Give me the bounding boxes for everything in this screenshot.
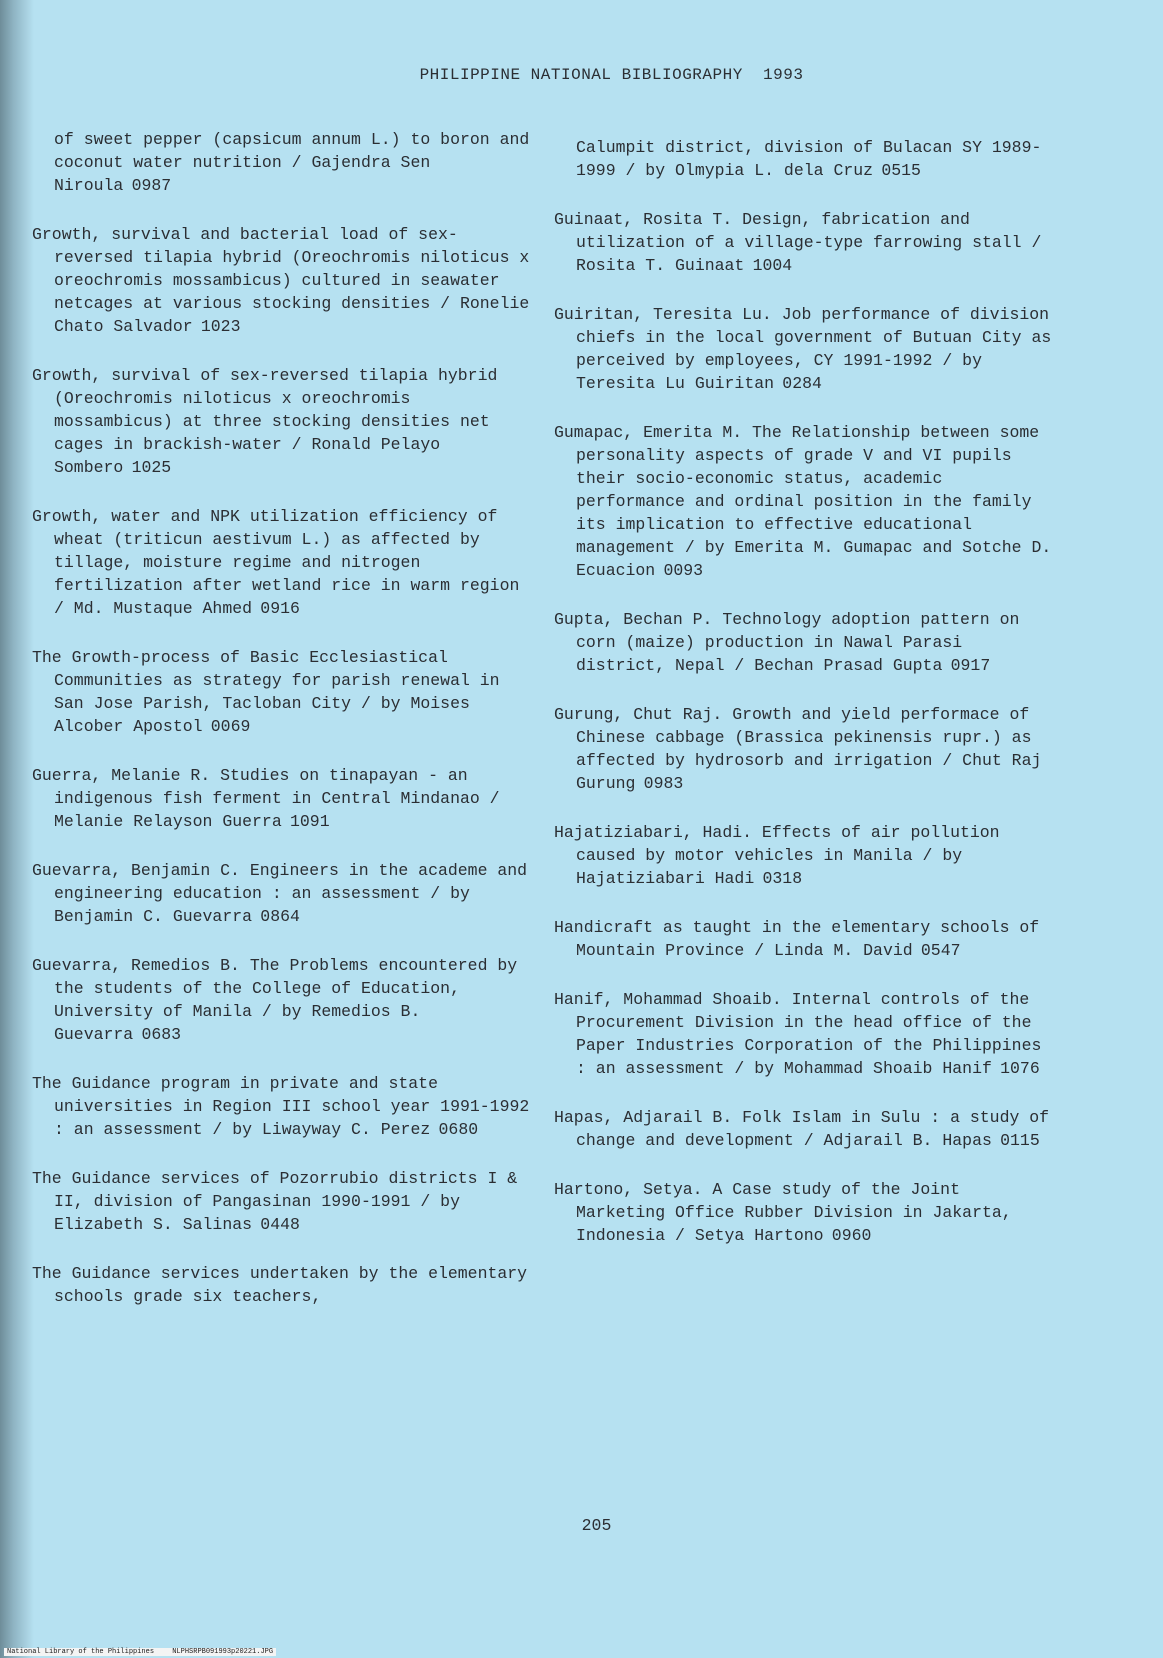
- bibliography-entry: [32, 859, 532, 928]
- bibliography-entry: [32, 1262, 532, 1308]
- footer-file: NLPHSRPB091993p20221.JPG: [172, 1648, 274, 1656]
- bibliography-entry: [32, 128, 532, 197]
- bibliography-entry: [554, 421, 1054, 582]
- entry-control-number: 0284: [782, 374, 822, 393]
- entry-control-number: 0983: [643, 774, 684, 793]
- footer-label: [4, 1648, 276, 1656]
- entry-control-number: 0515: [881, 161, 921, 180]
- bibliography-entry: [32, 1167, 532, 1236]
- entry-text: Hartono, Setya. A Case study of the Joint Marketing Office Rubber Division in Jakarta, Indonesia / Setya Hartono: [554, 1180, 1012, 1245]
- bibliography-year: 1993: [763, 66, 804, 84]
- page-number: 205: [581, 1516, 612, 1535]
- entry-control-number: 1025: [131, 458, 172, 477]
- bibliography-entry: [32, 223, 532, 338]
- entry-control-number: 0448: [260, 1215, 300, 1234]
- entry-text: of sweet pepper (capsicum annum L.) to boron and coconut water nutrition / Gajendra Sen Niroula: [54, 130, 530, 195]
- entry-text: Guinaat, Rosita T. Design, fabrication and utilization of a village-type farrowing stall / Rosita T. Guinaat: [554, 210, 1042, 275]
- bibliography-entry: [554, 1178, 1054, 1247]
- entry-text: Gurung, Chut Raj. Growth and yield performace of Chinese cabbage (Brassica pekinensis rupr.) as affected by hydrosorb and irrigation / Chut Raj Gurung: [554, 705, 1042, 793]
- entry-control-number: 0683: [141, 1025, 182, 1044]
- entry-control-number: 0960: [831, 1226, 872, 1245]
- entry-text: The Guidance services undertaken by the elementary schools grade six teachers,: [32, 1264, 528, 1306]
- entry-control-number: 0115: [1000, 1131, 1040, 1150]
- entry-text: The Growth-process of Basic Ecclesiastical Communities as strategy for parish renewal in San Jose Parish, Tacloban City / by Moises Alcober Apostol: [32, 648, 500, 736]
- left-column: [32, 128, 532, 1334]
- entry-text: Hajatiziabari, Hadi. Effects of air pollution caused by motor vehicles in Manila / by Hajatiziabari Hadi: [554, 823, 1000, 888]
- entry-text: Guevarra, Benjamin C. Engineers in the academe and engineering education : an assessment / by Benjamin C. Guevarra: [32, 861, 528, 926]
- bibliography-entry: [554, 703, 1054, 795]
- bibliography-entry: [32, 764, 532, 833]
- entry-text: Hapas, Adjarail B. Folk Islam in Sulu : a study of change and development / Adjarail B. Hapas: [554, 1108, 1050, 1150]
- footer-library: National Library of the Philippines: [7, 1648, 155, 1656]
- right-column: [554, 136, 1054, 1273]
- entry-text: The Guidance program in private and state universities in Region III school year 1991-1992 : an assessment / by Liwayway C. Perez: [32, 1074, 530, 1139]
- entry-control-number: 1076: [1000, 1059, 1040, 1078]
- entry-text: Growth, survival and bacterial load of sex-reversed tilapia hybrid (Oreochromis niloticus x oreochromis mossambicus) cultured in seawater netcages at various stocking densities / Ronelie Chato Salvador: [32, 225, 530, 336]
- entry-control-number: 0680: [438, 1120, 479, 1139]
- entry-control-number: 1023: [200, 317, 241, 336]
- entry-control-number: 0069: [210, 717, 251, 736]
- bibliography-entry: [554, 1106, 1054, 1152]
- bibliography-entry: [32, 646, 532, 738]
- bibliography-entry: [32, 1072, 532, 1141]
- entry-text: Gupta, Bechan P. Technology adoption pattern on corn (maize) production in Nawal Parasi district, Nepal / Bechan Prasad Gupta: [554, 610, 1020, 675]
- entry-control-number: 0916: [260, 599, 300, 618]
- entry-text: Hanif, Mohammad Shoaib. Internal controls of the Procurement Division in the head office of the Paper Industries Corporation of the Philippines : an assessment / by Mohammad Shoaib Hanif: [554, 990, 1042, 1078]
- entry-control-number: 0987: [131, 176, 172, 195]
- bibliography-entry: [554, 988, 1054, 1080]
- bibliography-entry: [554, 916, 1054, 962]
- running-header: [0, 66, 1163, 84]
- bibliography-entry: [554, 136, 1054, 182]
- bibliography-entry: [32, 954, 532, 1046]
- bibliography-entry: [32, 505, 532, 620]
- entry-control-number: 0547: [920, 941, 961, 960]
- bibliography-entry: [554, 608, 1054, 677]
- entry-text: Calumpit district, division of Bulacan SY 1989-1999 / by Olmypia L. dela Cruz: [576, 138, 1042, 180]
- entry-control-number: 0864: [260, 907, 300, 926]
- entry-control-number: 1091: [290, 812, 330, 831]
- entry-text: Handicraft as taught in the elementary schools of Mountain Province / Linda M. David: [554, 918, 1040, 960]
- entry-text: The Guidance services of Pozorrubio districts I & II, division of Pangasinan 1990-1991 / by Elizabeth S. Salinas: [32, 1169, 518, 1234]
- bibliography-entry: [32, 364, 532, 479]
- bibliography-entry: [554, 303, 1054, 395]
- entry-text: Gumapac, Emerita M. The Relationship between some personality aspects of grade V and VI pupils their socio-economic status, academic performance and ordinal position in the family its implication to effective educational management / by Emerita M. Gumapac and Sotche D. Ecuacion: [554, 423, 1052, 580]
- entry-text: Growth, survival of sex-reversed tilapia hybrid (Oreochromis niloticus x oreochromis mossambicus) at three stocking densities net cages in brackish-water / Ronald Pelayo Sombero: [32, 366, 498, 477]
- entry-control-number: 1004: [752, 256, 793, 275]
- bibliography-entry: [554, 208, 1054, 277]
- entry-text: Guerra, Melanie R. Studies on tinapayan - an indigenous fish ferment in Central Mindanao / Melanie Relayson Guerra: [32, 766, 500, 831]
- entry-text: Growth, water and NPK utilization efficiency of wheat (triticun aestivum L.) as affected by tillage, moisture regime and nitrogen fertilization after wetland rice in warm region / Md. Mustaque Ahmed: [32, 507, 520, 618]
- entry-control-number: 0093: [663, 561, 704, 580]
- entry-control-number: 0917: [950, 656, 991, 675]
- entry-control-number: 0318: [762, 869, 803, 888]
- bibliography-title: PHILIPPINE NATIONAL BIBLIOGRAPHY: [419, 66, 743, 84]
- entry-text: Guiritan, Teresita Lu. Job performance of division chiefs in the local government of Butuan City as perceived by employees, CY 1991-1992 / by Teresita Lu Guiritan: [554, 305, 1052, 393]
- entry-text: Guevarra, Remedios B. The Problems encountered by the students of the College of Education, University of Manila / by Remedios B. Guevarra: [32, 956, 518, 1044]
- bibliography-entry: [554, 821, 1054, 890]
- binding-shadow: [0, 0, 34, 1658]
